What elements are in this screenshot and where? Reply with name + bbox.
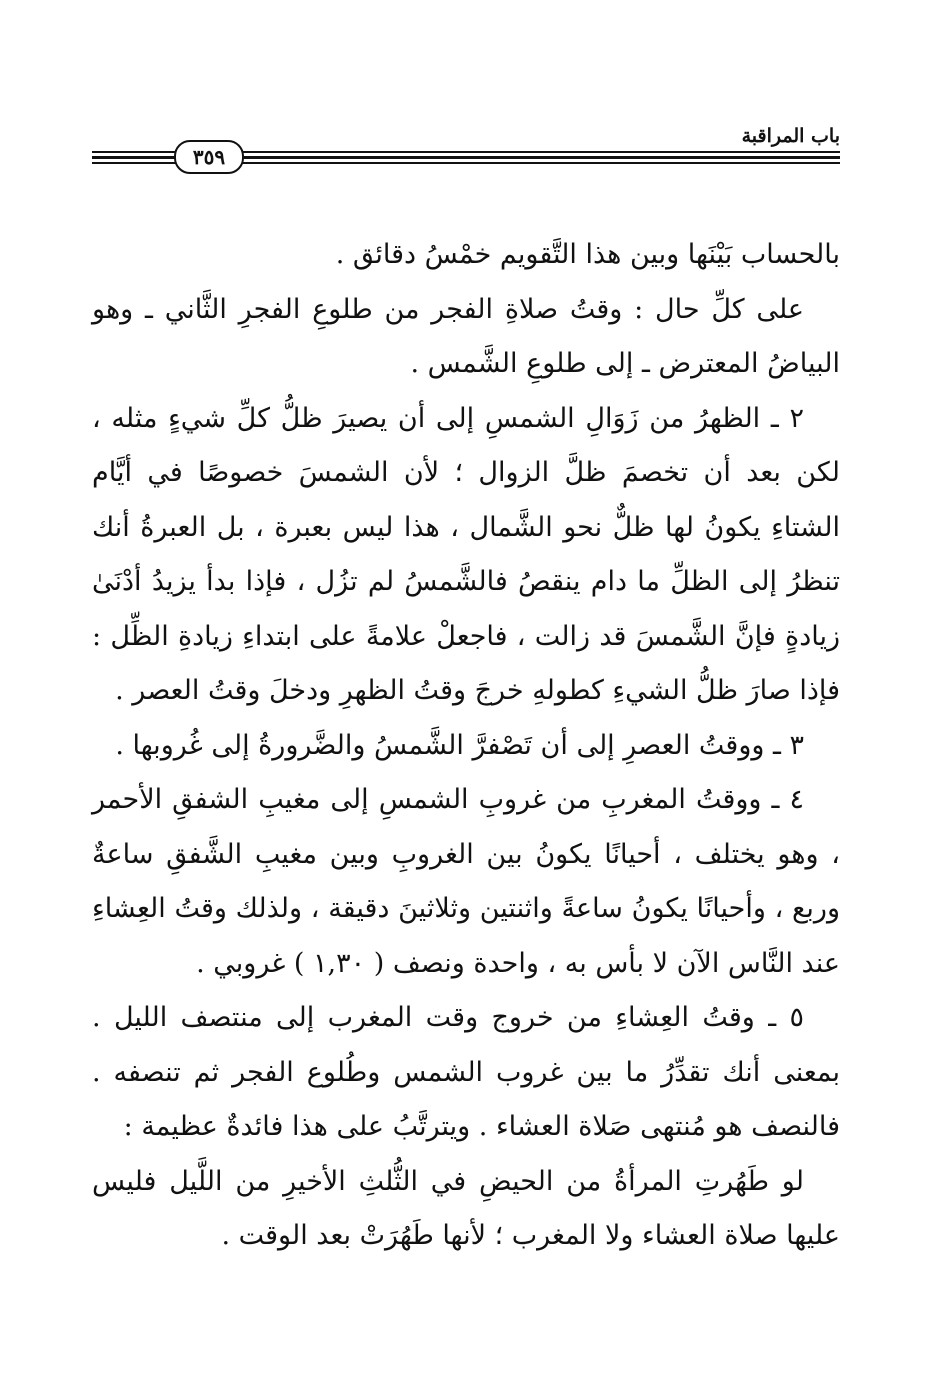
page-number: ٣٥٩ xyxy=(174,140,244,174)
paragraph: ٢ ـ الظهرُ من زَوَالِ الشمسِ إلى أن يصيرَ ظلُّ كلِّ شيءٍ مثله ، لكن بعد أن تخصمَ ظلَّ الزوال ؛ لأن الشمسَ خصوصًا في أيَّام الشتاءِ يكونُ لها ظلٌّ نحو الشَّمال ، هذا ليس بعبرة ، بل العبرةُ أنك تنظرُ إلى الظلِّ ما دام ينقصُ فالشَّمسُ لم تزُل ، فإذا بدأ يزيدُ أدْنَىٰ زيادةٍ فإنَّ الشَّمسَ قد زالت ، فاجعلْ علامةً على ابتداءِ زيادةِ الظِّل : فإذا صارَ ظلُّ الشيءِ كطولهِ خرجَ وقتُ الظهرِ ودخلَ وقتُ العصر . xyxy=(92,402,840,706)
body-text xyxy=(92,228,840,1264)
chapter-title: باب المراقبة xyxy=(741,125,840,147)
paragraph: لو طَهُرتِ المرأةُ من الحيضِ في الثُّلثِ الأخيرِ من اللَّيل فليس عليها صلاة العشاء ولا المغرب ؛ لأنها طَهُرَتْ بعد الوقت . xyxy=(92,1165,840,1251)
page-header xyxy=(92,124,840,184)
paragraph: ٤ ـ ووقتُ المغربِ من غروبِ الشمسِ إلى مغيبِ الشفقِ الأحمر ، وهو يختلف ، أحيانًا يكونُ بين الغروبِ وبين مغيبِ الشَّفقِ ساعةٌ وربع ، وأحيانًا يكونُ ساعةً واثنتين وثلاثينَ دقيقة ، ولذلك وقتُ العِشاءِ عند النَّاس الآن لا بأس به ، واحدة ونصف ( ١,٣٠ ) غروبي . xyxy=(92,784,840,979)
paragraph: على كلِّ حال : وقتُ صلاةِ الفجر من طلوعِ الفجرِ الثَّاني ـ وهو البياضُ المعترض ـ إلى طلوعِ الشَّمس . xyxy=(92,293,840,379)
paragraph: ٣ ـ ووقتُ العصرِ إلى أن تَصْفرَّ الشَّمسُ والضَّرورةُ إلى غُروبها . xyxy=(115,729,804,761)
paragraph: ٥ ـ وقتُ العِشاءِ من خروج وقت المغرب إلى منتصف الليل . بمعنى أنك تقدِّرُ ما بين غروب الشمس وطُلوع الفجر ثم تنصفه . فالنصف هو مُنتهى صَلاة العشاء . ويترتَّبُ على هذا فائدةٌ عظيمة : xyxy=(92,1002,840,1142)
paragraph: بالحساب بَيْنَها وبين هذا التَّقويم خمْسُ دقائق . xyxy=(335,239,840,270)
